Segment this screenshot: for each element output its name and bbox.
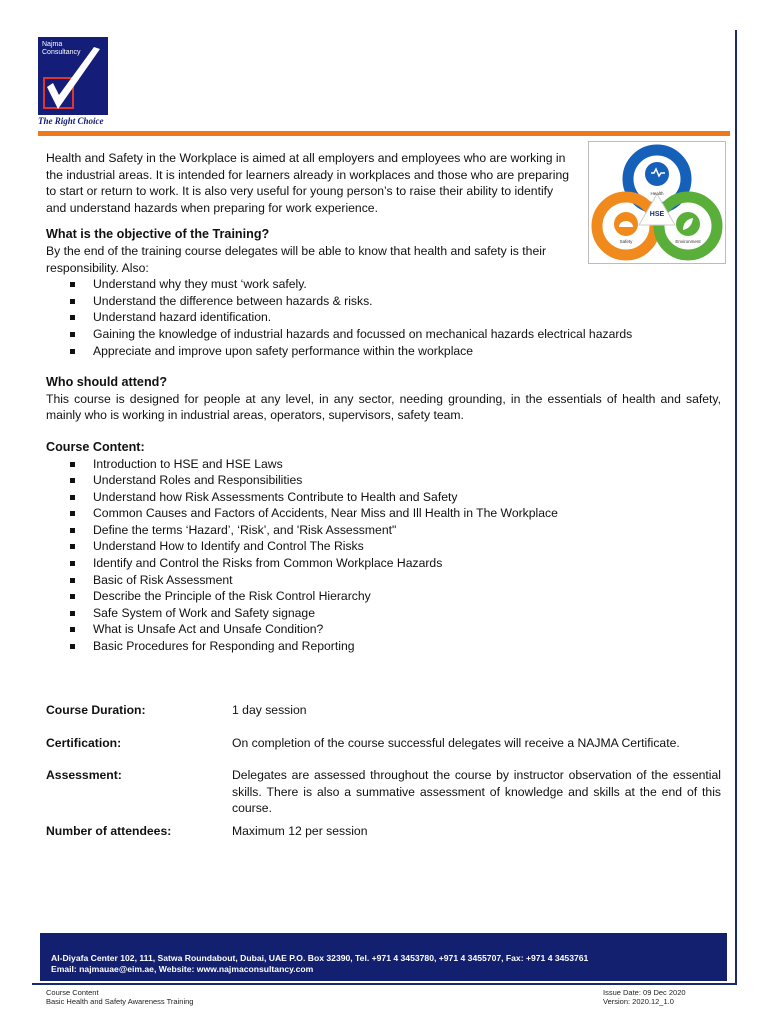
assessment-row <box>46 767 721 817</box>
assessment-label: Assessment: <box>46 768 122 783</box>
certification-row <box>46 735 721 752</box>
list-item: What is Unsafe Act and Unsafe Condition? <box>46 621 721 638</box>
list-item: Understand why they must ‘work safely. <box>46 276 721 293</box>
logo-text: Najma Consultancy <box>42 41 81 56</box>
intro-paragraph: Health and Safety in the Workplace is aimed at all employers and employees who are working in the industrial areas. It is intended for learners already in workplaces and those who are preparing to start or return to work. It is also very useful for young person’s to raise their ability to identify and understand hazards when preparing for work experience. <box>46 151 570 215</box>
objective-heading: What is the objective of the Training? <box>46 227 270 242</box>
doc-type: Course Content <box>46 988 99 997</box>
safety-label: Safety <box>619 239 633 244</box>
certification-label: Certification: <box>46 735 122 750</box>
list-item: Common Causes and Factors of Accidents, Near Miss and Ill Health in The Workplace <box>46 505 721 522</box>
list-item: Basic of Risk Assessment <box>46 572 721 589</box>
list-item: Understand Roles and Responsibilities <box>46 472 721 489</box>
footer-contact: Email: najmauae@eim.ae, Website: www.najmaconsultancy.com <box>51 964 314 974</box>
attendees-row <box>46 823 721 840</box>
assessment-value: Delegates are assessed throughout the course by instructor observation of the essential skills. There is also a summative assessment of knowledge and skills at the end of this course. <box>232 768 721 816</box>
document-meta-left <box>46 989 193 1006</box>
attend-paragraph: This course is designed for people at any level, in any sector, needing grounding, in the essentials of health and safety, mainly who is working in industrial areas, operators, supervisors, safety team. <box>46 391 721 423</box>
course-info <box>46 702 721 840</box>
course-content-heading: Course Content: <box>46 439 145 454</box>
list-item: Understand hazard identification. <box>46 309 721 326</box>
issue-date: Issue Date: 09 Dec 2020 <box>603 988 686 997</box>
list-item: Understand how Risk Assessments Contribute to Health and Safety <box>46 489 721 506</box>
duration-row <box>46 702 721 719</box>
course-content-list <box>46 456 721 655</box>
footer-contact-bar <box>40 933 727 981</box>
environment-label: Environment <box>675 239 701 244</box>
objective-list <box>46 276 721 359</box>
doc-title: Basic Health and Safety Awareness Training <box>46 996 194 1006</box>
certification-value: On completion of the course successful delegates will receive a NAJMA Certificate. <box>232 735 680 750</box>
list-item: Understand the difference between hazards & risks. <box>46 293 721 310</box>
list-item: Define the terms ‘Hazard’, ‘Risk’, and 'Risk Assessment" <box>46 522 721 539</box>
list-item: Basic Procedures for Responding and Reporting <box>46 638 721 655</box>
company-logo <box>38 37 108 115</box>
header-rule <box>38 131 730 136</box>
list-item: Gaining the knowledge of industrial hazards and focussed on mechanical hazards electrical hazards <box>46 326 721 343</box>
duration-value: 1 day session <box>232 703 307 717</box>
checkmark-icon <box>38 37 108 115</box>
health-label: Health <box>650 191 664 196</box>
list-item: Safe System of Work and Safety signage <box>46 605 721 622</box>
hse-center-label: HSE <box>649 211 665 218</box>
document-meta-right <box>603 989 686 1006</box>
attendees-value: Maximum 12 per session <box>232 823 368 838</box>
list-item: Introduction to HSE and HSE Laws <box>46 456 721 473</box>
footer-address: Al-Diyafa Center 102, 111, Satwa Roundabout, Dubai, UAE P.O. Box 32390, Tel. +971 4 3453780, +971 4 3455707, Fax: +971 4 3453761 <box>51 953 589 963</box>
attendees-label: Number of attendees: <box>46 823 172 838</box>
version: Version: 2020.12_1.0 <box>603 996 674 1006</box>
attend-heading: Who should attend? <box>46 375 168 390</box>
main-content <box>46 150 721 655</box>
list-item: Understand How to Identify and Control The Risks <box>46 538 721 555</box>
list-item: Identify and Control the Risks from Common Workplace Hazards <box>46 555 721 572</box>
list-item: Appreciate and improve upon safety performance within the workplace <box>46 343 721 360</box>
objective-paragraph: By the end of the training course delegates will be able to know that health and safety is their responsibility. Also: <box>46 243 546 275</box>
duration-label: Course Duration: <box>46 703 146 717</box>
list-item: Describe the Principle of the Risk Control Hierarchy <box>46 588 721 605</box>
logo-tagline: The Right Choice <box>38 116 104 126</box>
